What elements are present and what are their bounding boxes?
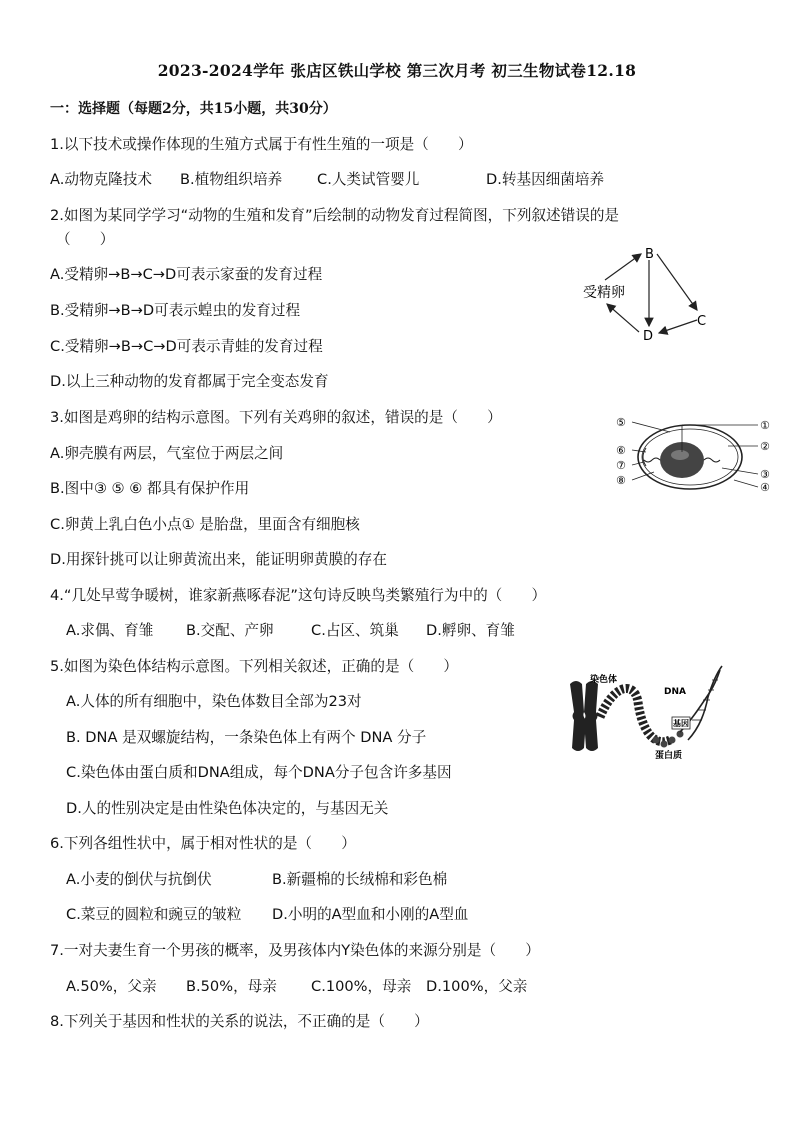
question-7-options bbox=[66, 977, 666, 997]
question-3-option-b: B.图中③ ⑤ ⑥ 都具有保护作用 bbox=[50, 480, 250, 497]
page-title: 2023-2024学年 张店区铁山学校 第三次月考 初三生物试卷12.18 bbox=[157, 61, 637, 80]
question-6-option-a: A.小麦的倒伏与抗倒伏 bbox=[66, 871, 212, 888]
question-4-option-b: B.交配、产卵 bbox=[186, 622, 274, 639]
question-5-option-b: B. DNA 是双螺旋结构，一条染色体上有两个 DNA 分子 bbox=[66, 729, 427, 746]
question-6-option-c: C.菜豆的圆粒和豌豆的皱粒 bbox=[66, 906, 242, 923]
question-8-stem: 8.下列关于基因和性状的关系的说法，不正确的是（ ） bbox=[50, 1013, 429, 1030]
question-1-option-a: A.动物克隆技术 bbox=[50, 171, 152, 188]
egg-label-7: ⑦ bbox=[616, 459, 626, 472]
development-cycle-diagram bbox=[575, 240, 735, 345]
question-1-option-b: B.植物组织培养 bbox=[180, 171, 283, 188]
diagram-label-d: D bbox=[643, 329, 654, 344]
question-5-option-c: C.染色体由蛋白质和DNA组成，每个DNA分子包含许多基因 bbox=[66, 764, 452, 781]
arrow-egg-to-b bbox=[605, 254, 641, 280]
question-1-stem: 1.以下技术或操作体现的生殖方式属于有性生殖的一项是（ ） bbox=[50, 136, 473, 153]
question-2-option-b: B.受精卵→B→D可表示蝗虫的发育过程 bbox=[50, 302, 301, 319]
question-4-option-a: A.求偶、育雏 bbox=[66, 622, 154, 639]
question-6-options-row2 bbox=[66, 905, 666, 925]
question-1-options bbox=[50, 170, 750, 190]
question-2-option-c: C.受精卵→B→C→D可表示青蛙的发育过程 bbox=[50, 338, 323, 355]
egg-label-3: ③ bbox=[760, 468, 770, 481]
question-6-stem: 6.下列各组性状中，属于相对性状的是（ ） bbox=[50, 835, 356, 852]
question-4-option-d: D.孵卵、育雏 bbox=[426, 622, 515, 639]
question-2-stem: 2.如图为某同学学习“动物的生殖和发育”后绘制的动物发育过程简图，下列叙述错误的是 bbox=[50, 207, 620, 224]
arrow-b-to-c bbox=[657, 254, 697, 310]
diagram-start-label: 受精卵 bbox=[583, 285, 625, 301]
question-2-stem-cont: （ ） bbox=[56, 231, 115, 248]
diagram-label-c: C bbox=[697, 314, 707, 329]
egg-label-6: ⑥ bbox=[616, 444, 626, 457]
germinal-disc bbox=[671, 450, 689, 460]
question-7-option-d: D.100%，父亲 bbox=[426, 978, 528, 995]
question-6-options-row1 bbox=[66, 870, 666, 890]
egg-structure-diagram bbox=[610, 410, 780, 500]
question-5-option-a: A.人体的所有细胞中，染色体数目全部为23对 bbox=[66, 693, 362, 710]
egg-label-2: ② bbox=[760, 440, 770, 453]
diagram-label-b: B bbox=[645, 247, 654, 262]
question-6-option-b: B.新疆棉的长绒棉和彩色棉 bbox=[272, 871, 448, 888]
question-5-option-d: D.人的性别决定是由性染色体决定的，与基因无关 bbox=[66, 800, 389, 817]
question-3-option-d: D.用探针挑可以让卵黄流出来，能证明卵黄膜的存在 bbox=[50, 551, 387, 568]
egg-label-8: ⑧ bbox=[616, 474, 626, 487]
question-4-option-c: C.占区、筑巢 bbox=[311, 622, 399, 639]
chromosome-left-arm bbox=[570, 681, 586, 751]
label-dna: DNA bbox=[664, 687, 686, 697]
question-7-option-b: B.50%，母亲 bbox=[186, 978, 277, 995]
question-7-option-c: C.100%，母亲 bbox=[311, 978, 412, 995]
question-5-stem: 5.如图为染色体结构示意图。下列相关叙述，正确的是（ ） bbox=[50, 658, 458, 675]
egg-label-1: ① bbox=[760, 419, 770, 432]
question-3-option-a: A.卵壳膜有两层，气室位于两层之间 bbox=[50, 445, 284, 462]
arrow-d-to-egg bbox=[607, 304, 639, 332]
egg-label-4: ④ bbox=[760, 481, 770, 494]
egg-label-5: ⑤ bbox=[616, 416, 626, 429]
chromatin-coil bbox=[600, 688, 670, 741]
question-1-option-c: C.人类试管婴儿 bbox=[317, 171, 420, 188]
chromosome-diagram bbox=[560, 662, 725, 762]
question-6-option-d: D.小明的A型血和小刚的A型血 bbox=[272, 906, 469, 923]
question-2-option-d: D.以上三种动物的发育都属于完全变态发育 bbox=[50, 373, 329, 390]
section-heading: 一：选择题（每题2分，共15小题，共30分） bbox=[50, 101, 337, 117]
question-2-option-a: A.受精卵→B→C→D可表示家蚕的发育过程 bbox=[50, 266, 323, 283]
label-chromosome: 染色体 bbox=[590, 675, 618, 685]
chromosome-right-arm bbox=[584, 681, 598, 751]
question-3-option-c: C.卵黄上乳白色小点① 是胎盘，里面含有细胞核 bbox=[50, 516, 360, 533]
question-4-stem: 4.“几处早莺争暖树，谁家新燕啄春泥”这句诗反映鸟类繁殖行为中的（ ） bbox=[50, 587, 547, 604]
question-3-stem: 3.如图是鸡卵的结构示意图。下列有关鸡卵的叙述，错误的是（ ） bbox=[50, 409, 502, 426]
question-7-option-a: A.50%，父亲 bbox=[66, 978, 157, 995]
label-protein: 蛋白质 bbox=[655, 751, 683, 761]
label-gene: 基因 bbox=[673, 719, 689, 728]
question-1-option-d: D.转基因细菌培养 bbox=[486, 171, 605, 188]
question-7-stem: 7.一对夫妻生育一个男孩的概率，及男孩体内Y染色体的来源分别是（ ） bbox=[50, 942, 540, 959]
question-4-options bbox=[66, 621, 666, 641]
arrow-c-to-d bbox=[659, 320, 697, 333]
